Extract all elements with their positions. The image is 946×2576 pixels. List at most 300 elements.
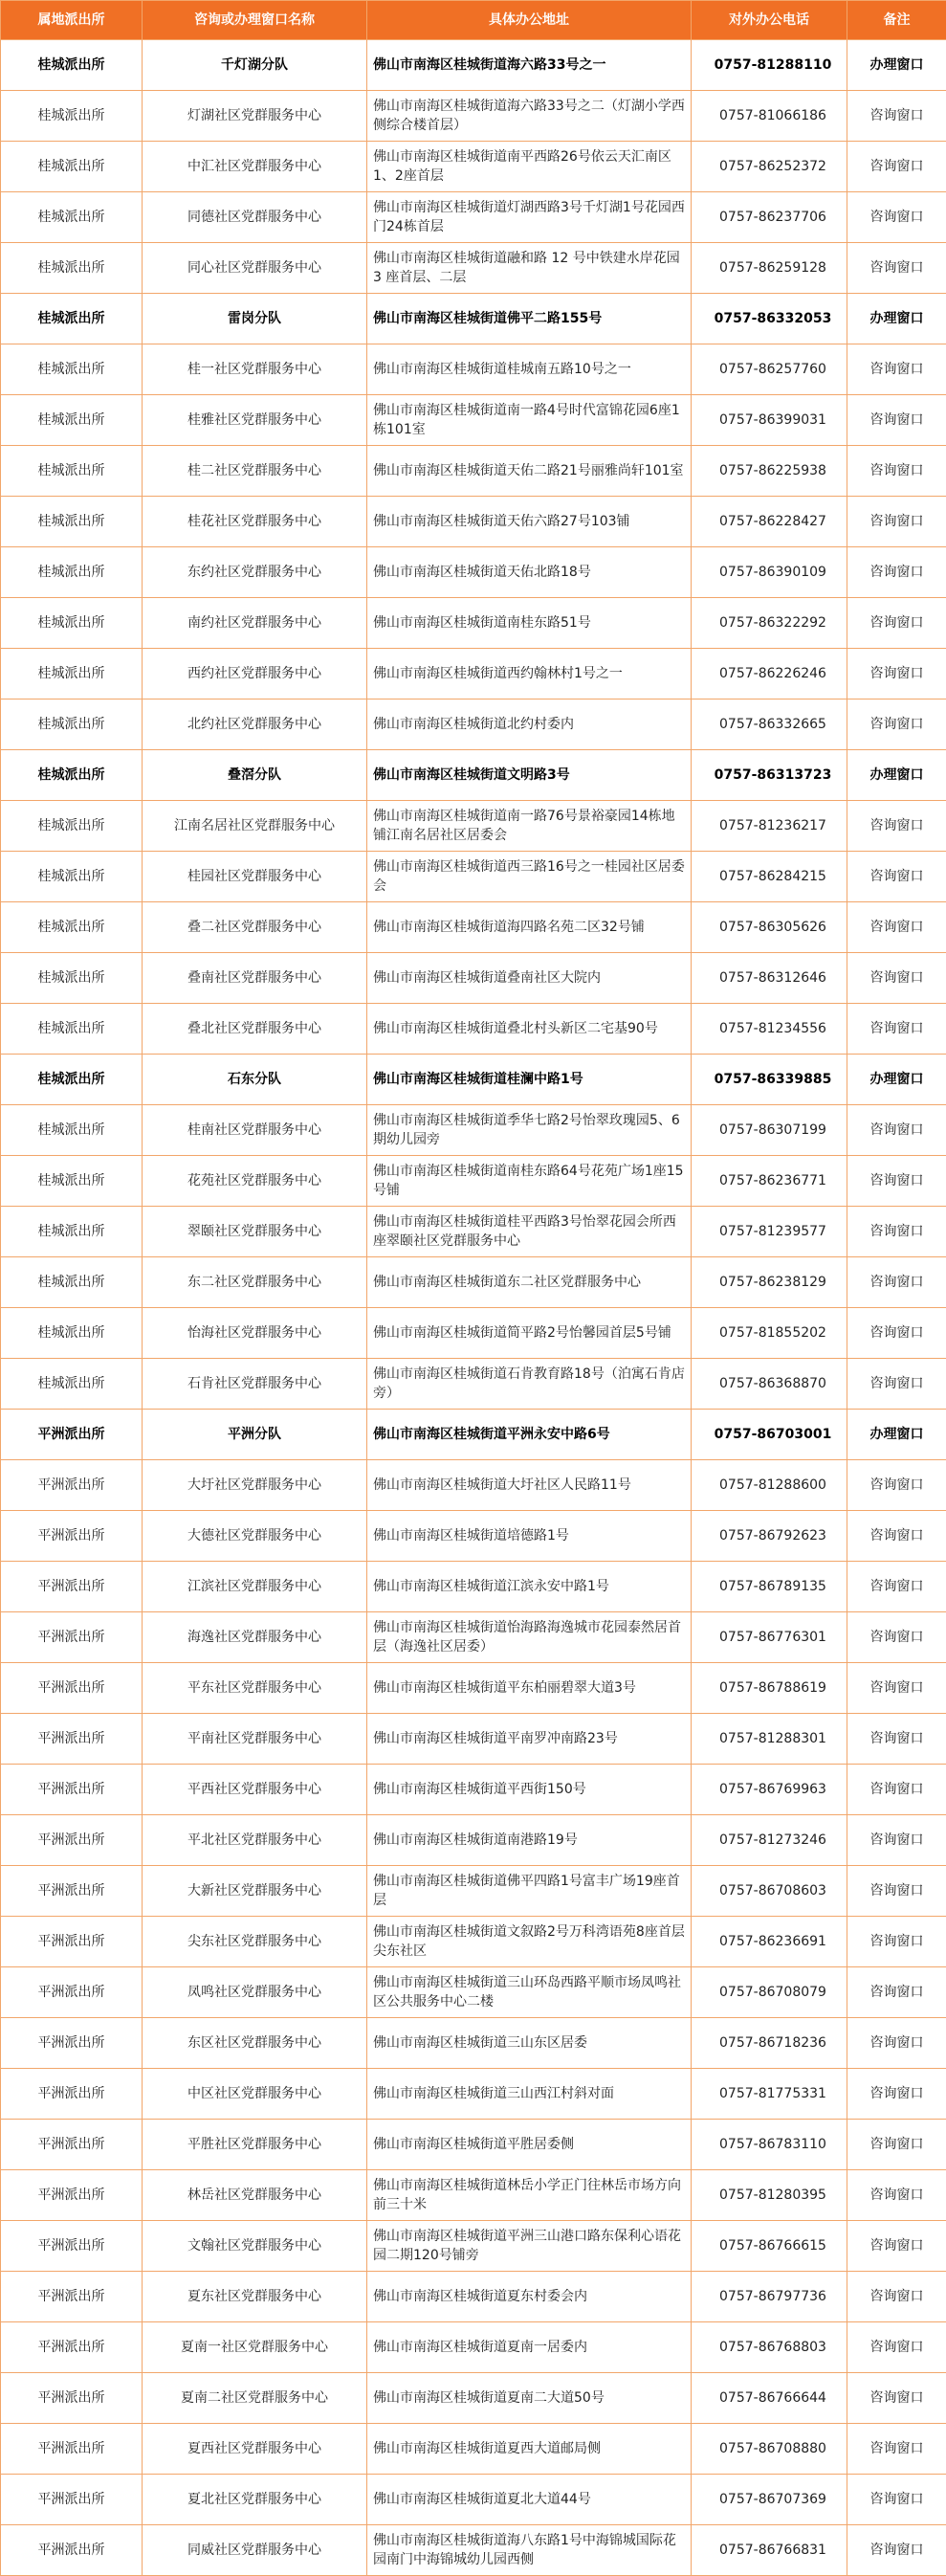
phone-cell: 0757-86238129 — [692, 1257, 847, 1308]
address-cell: 佛山市南海区桂城街道天佑六路27号103铺 — [367, 497, 692, 547]
remark-cell: 咨询窗口 — [847, 243, 946, 294]
window-name-cell: 叠北社区党群服务中心 — [143, 1004, 367, 1055]
address-cell: 佛山市南海区桂城街道夏南二大道50号 — [367, 2373, 692, 2424]
phone-cell: 0757-86703001 — [692, 1410, 847, 1460]
remark-cell: 咨询窗口 — [847, 2018, 946, 2069]
address-cell: 佛山市南海区桂城街道夏东村委会内 — [367, 2272, 692, 2322]
phone-cell: 0757-86797736 — [692, 2272, 847, 2322]
address-cell: 佛山市南海区桂城街道平洲永安中路6号 — [367, 1410, 692, 1460]
window-name-cell: 桂南社区党群服务中心 — [143, 1105, 367, 1156]
police-station-cell: 桂城派出所 — [1, 91, 143, 142]
phone-cell: 0757-86332053 — [692, 294, 847, 344]
table-row — [1, 497, 946, 547]
window-name-cell: 叠滘分队 — [143, 750, 367, 801]
header-address: 具体办公地址 — [367, 1, 692, 40]
address-cell: 佛山市南海区桂城街道夏北大道44号 — [367, 2475, 692, 2525]
phone-cell: 0757-86284215 — [692, 852, 847, 902]
address-cell: 佛山市南海区桂城街道海八东路1号中海锦城国际花园南门中海锦城幼儿园西侧 — [367, 2525, 692, 2576]
phone-cell: 0757-81234556 — [692, 1004, 847, 1055]
police-station-cell: 桂城派出所 — [1, 1055, 143, 1105]
table-row — [1, 1004, 946, 1055]
window-name-cell: 东约社区党群服务中心 — [143, 547, 367, 598]
window-name-cell: 东区社区党群服务中心 — [143, 2018, 367, 2069]
table-row — [1, 1663, 946, 1714]
window-name-cell: 灯湖社区党群服务中心 — [143, 91, 367, 142]
remark-cell: 办理窗口 — [847, 1410, 946, 1460]
table-row — [1, 294, 946, 344]
address-cell: 佛山市南海区桂城街道大圩社区人民路11号 — [367, 1460, 692, 1511]
address-cell: 佛山市南海区桂城街道西约翰林村1号之一 — [367, 649, 692, 700]
table-row — [1, 801, 946, 852]
table-row — [1, 1207, 946, 1257]
phone-cell: 0757-86783110 — [692, 2120, 847, 2170]
phone-cell: 0757-86332665 — [692, 700, 847, 750]
phone-cell: 0757-86708079 — [692, 1967, 847, 2018]
table-row — [1, 2018, 946, 2069]
address-cell: 佛山市南海区桂城街道林岳小学正门往林岳市场方向前三十米 — [367, 2170, 692, 2221]
window-name-cell: 夏西社区党群服务中心 — [143, 2424, 367, 2475]
remark-cell: 咨询窗口 — [847, 2120, 946, 2170]
address-cell: 佛山市南海区桂城街道平洲三山港口路东保利心语花园二期120号铺旁 — [367, 2221, 692, 2272]
address-cell: 佛山市南海区桂城街道夏南一居委内 — [367, 2322, 692, 2373]
address-cell: 佛山市南海区桂城街道海六路33号之二（灯湖小学西侧综合楼首层） — [367, 91, 692, 142]
table-row — [1, 1612, 946, 1663]
window-name-cell: 叠南社区党群服务中心 — [143, 953, 367, 1004]
police-station-cell: 平洲派出所 — [1, 1460, 143, 1511]
remark-cell: 咨询窗口 — [847, 801, 946, 852]
table-header-row — [1, 1, 946, 40]
address-cell: 佛山市南海区桂城街道石肯教育路18号（泊寓石肯店旁） — [367, 1359, 692, 1410]
table-row — [1, 2170, 946, 2221]
police-station-cell: 桂城派出所 — [1, 1359, 143, 1410]
phone-cell: 0757-86322292 — [692, 598, 847, 649]
address-cell: 佛山市南海区桂城街道东二社区党群服务中心 — [367, 1257, 692, 1308]
remark-cell: 咨询窗口 — [847, 91, 946, 142]
remark-cell: 咨询窗口 — [847, 1257, 946, 1308]
table-row — [1, 2322, 946, 2373]
remark-cell: 咨询窗口 — [847, 1105, 946, 1156]
phone-cell: 0757-86225938 — [692, 446, 847, 497]
address-cell: 佛山市南海区桂城街道培德路1号 — [367, 1511, 692, 1562]
phone-cell: 0757-81236217 — [692, 801, 847, 852]
table-row — [1, 1055, 946, 1105]
window-name-cell: 江滨社区党群服务中心 — [143, 1562, 367, 1612]
window-name-cell: 平南社区党群服务中心 — [143, 1714, 367, 1765]
police-station-cell: 平洲派出所 — [1, 2373, 143, 2424]
address-cell: 佛山市南海区桂城街道三山西江村斜对面 — [367, 2069, 692, 2120]
address-cell: 佛山市南海区桂城街道灯湖西路3号千灯湖1号花园西门24栋首层 — [367, 192, 692, 243]
table-row — [1, 91, 946, 142]
address-cell: 佛山市南海区桂城街道融和路 12 号中铁建水岸花园 3 座首层、二层 — [367, 243, 692, 294]
remark-cell: 办理窗口 — [847, 1055, 946, 1105]
window-name-cell: 同威社区党群服务中心 — [143, 2525, 367, 2576]
table-row — [1, 1917, 946, 1967]
window-name-cell: 夏东社区党群服务中心 — [143, 2272, 367, 2322]
window-name-cell: 花苑社区党群服务中心 — [143, 1156, 367, 1207]
window-name-cell: 中区社区党群服务中心 — [143, 2069, 367, 2120]
police-station-cell: 平洲派出所 — [1, 2475, 143, 2525]
window-name-cell: 平洲分队 — [143, 1410, 367, 1460]
police-station-cell: 桂城派出所 — [1, 953, 143, 1004]
police-station-cell: 平洲派出所 — [1, 2120, 143, 2170]
window-name-cell: 中汇社区党群服务中心 — [143, 142, 367, 192]
address-cell: 佛山市南海区桂城街道南港路19号 — [367, 1815, 692, 1866]
remark-cell: 咨询窗口 — [847, 1663, 946, 1714]
remark-cell: 咨询窗口 — [847, 2069, 946, 2120]
phone-cell: 0757-86313723 — [692, 750, 847, 801]
address-cell: 佛山市南海区桂城街道平南罗冲南路23号 — [367, 1714, 692, 1765]
phone-cell: 0757-86312646 — [692, 953, 847, 1004]
address-cell: 佛山市南海区桂城街道文叙路2号万科湾语苑8座首层尖东社区 — [367, 1917, 692, 1967]
remark-cell: 咨询窗口 — [847, 700, 946, 750]
phone-cell: 0757-86776301 — [692, 1612, 847, 1663]
address-cell: 佛山市南海区桂城街道南桂东路64号花苑广场1座15号铺 — [367, 1156, 692, 1207]
phone-cell: 0757-86792623 — [692, 1511, 847, 1562]
window-name-cell: 同德社区党群服务中心 — [143, 192, 367, 243]
phone-cell: 0757-86252372 — [692, 142, 847, 192]
address-cell: 佛山市南海区桂城街道佛平二路155号 — [367, 294, 692, 344]
police-station-cell: 平洲派出所 — [1, 2322, 143, 2373]
phone-cell: 0757-86237706 — [692, 192, 847, 243]
window-name-cell: 大新社区党群服务中心 — [143, 1866, 367, 1917]
police-station-cell: 桂城派出所 — [1, 649, 143, 700]
address-cell: 佛山市南海区桂城街道西三路16号之一桂园社区居委会 — [367, 852, 692, 902]
window-name-cell: 石肯社区党群服务中心 — [143, 1359, 367, 1410]
window-name-cell: 夏南二社区党群服务中心 — [143, 2373, 367, 2424]
address-cell: 佛山市南海区桂城街道季华七路2号怡翠玫瑰园5、6期幼儿园旁 — [367, 1105, 692, 1156]
window-name-cell: 桂一社区党群服务中心 — [143, 344, 367, 395]
address-cell: 佛山市南海区桂城街道海四路名苑二区32号铺 — [367, 902, 692, 953]
remark-cell: 咨询窗口 — [847, 1866, 946, 1917]
window-name-cell: 翠颐社区党群服务中心 — [143, 1207, 367, 1257]
phone-cell: 0757-86307199 — [692, 1105, 847, 1156]
police-station-cell: 平洲派出所 — [1, 2170, 143, 2221]
police-station-cell: 桂城派出所 — [1, 750, 143, 801]
address-cell: 佛山市南海区桂城街道文明路3号 — [367, 750, 692, 801]
address-cell: 佛山市南海区桂城街道天佑北路18号 — [367, 547, 692, 598]
table-row — [1, 1156, 946, 1207]
table-row — [1, 1460, 946, 1511]
remark-cell: 咨询窗口 — [847, 2475, 946, 2525]
phone-cell: 0757-81855202 — [692, 1308, 847, 1359]
window-name-cell: 尖东社区党群服务中心 — [143, 1917, 367, 1967]
phone-cell: 0757-86236691 — [692, 1917, 847, 1967]
window-name-cell: 平胜社区党群服务中心 — [143, 2120, 367, 2170]
phone-cell: 0757-81288600 — [692, 1460, 847, 1511]
table-row — [1, 1714, 946, 1765]
police-station-cell: 平洲派出所 — [1, 1866, 143, 1917]
address-cell: 佛山市南海区桂城街道简平路2号怡馨园首层5号铺 — [367, 1308, 692, 1359]
table-row — [1, 598, 946, 649]
remark-cell: 咨询窗口 — [847, 547, 946, 598]
police-station-cell: 桂城派出所 — [1, 852, 143, 902]
header-window-name: 咨询或办理窗口名称 — [143, 1, 367, 40]
remark-cell: 办理窗口 — [847, 750, 946, 801]
police-station-cell: 桂城派出所 — [1, 142, 143, 192]
remark-cell: 咨询窗口 — [847, 192, 946, 243]
police-station-cell: 平洲派出所 — [1, 1663, 143, 1714]
police-station-cell: 桂城派出所 — [1, 192, 143, 243]
remark-cell: 咨询窗口 — [847, 1967, 946, 2018]
window-name-cell: 雷岗分队 — [143, 294, 367, 344]
remark-cell: 咨询窗口 — [847, 2322, 946, 2373]
remark-cell: 咨询窗口 — [847, 497, 946, 547]
police-station-cell: 平洲派出所 — [1, 2018, 143, 2069]
police-station-cell: 桂城派出所 — [1, 40, 143, 91]
table-row — [1, 2221, 946, 2272]
table-row — [1, 1765, 946, 1815]
address-cell: 佛山市南海区桂城街道南平西路26号依云天汇南区1、2座首层 — [367, 142, 692, 192]
phone-cell: 0757-81288110 — [692, 40, 847, 91]
address-cell: 佛山市南海区桂城街道叠北村头新区二宅基90号 — [367, 1004, 692, 1055]
window-name-cell: 千灯湖分队 — [143, 40, 367, 91]
remark-cell: 咨询窗口 — [847, 142, 946, 192]
phone-cell: 0757-86769963 — [692, 1765, 847, 1815]
table-row — [1, 142, 946, 192]
remark-cell: 咨询窗口 — [847, 1460, 946, 1511]
window-name-cell: 平北社区党群服务中心 — [143, 1815, 367, 1866]
address-cell: 佛山市南海区桂城街道夏西大道邮局侧 — [367, 2424, 692, 2475]
remark-cell: 咨询窗口 — [847, 1714, 946, 1765]
police-station-cell: 平洲派出所 — [1, 1815, 143, 1866]
phone-cell: 0757-86788619 — [692, 1663, 847, 1714]
police-station-cell: 桂城派出所 — [1, 700, 143, 750]
police-station-cell: 桂城派出所 — [1, 243, 143, 294]
table-row — [1, 446, 946, 497]
window-name-cell: 桂园社区党群服务中心 — [143, 852, 367, 902]
remark-cell: 咨询窗口 — [847, 1308, 946, 1359]
phone-cell: 0757-86708880 — [692, 2424, 847, 2475]
police-station-cell: 平洲派出所 — [1, 1612, 143, 1663]
address-cell: 佛山市南海区桂城街道桂平西路3号怡翠花园会所西座翠颐社区党群服务中心 — [367, 1207, 692, 1257]
table-row — [1, 1562, 946, 1612]
phone-cell: 0757-86768803 — [692, 2322, 847, 2373]
table-row — [1, 2424, 946, 2475]
window-name-cell: 桂二社区党群服务中心 — [143, 446, 367, 497]
table-row — [1, 1815, 946, 1866]
phone-cell: 0757-86226246 — [692, 649, 847, 700]
address-cell: 佛山市南海区桂城街道佛平四路1号富丰广场19座首层 — [367, 1866, 692, 1917]
police-station-cell: 桂城派出所 — [1, 395, 143, 446]
table-body — [1, 40, 946, 2576]
police-station-cell: 桂城派出所 — [1, 902, 143, 953]
header-phone: 对外办公电话 — [692, 1, 847, 40]
address-cell: 佛山市南海区桂城街道桂城南五路10号之一 — [367, 344, 692, 395]
phone-cell: 0757-81280395 — [692, 2170, 847, 2221]
remark-cell: 咨询窗口 — [847, 2170, 946, 2221]
police-station-cell: 桂城派出所 — [1, 497, 143, 547]
remark-cell: 咨询窗口 — [847, 1511, 946, 1562]
remark-cell: 咨询窗口 — [847, 1612, 946, 1663]
remark-cell: 咨询窗口 — [847, 2272, 946, 2322]
remark-cell: 咨询窗口 — [847, 953, 946, 1004]
phone-cell: 0757-86718236 — [692, 2018, 847, 2069]
remark-cell: 咨询窗口 — [847, 1156, 946, 1207]
address-cell: 佛山市南海区桂城街道怡海路海逸城市花园泰然居首层（海逸社区居委） — [367, 1612, 692, 1663]
phone-cell: 0757-81239577 — [692, 1207, 847, 1257]
phone-cell: 0757-86339885 — [692, 1055, 847, 1105]
address-cell: 佛山市南海区桂城街道桂澜中路1号 — [367, 1055, 692, 1105]
police-station-cell: 平洲派出所 — [1, 1511, 143, 1562]
phone-cell: 0757-86257760 — [692, 344, 847, 395]
police-station-cell: 桂城派出所 — [1, 1257, 143, 1308]
phone-cell: 0757-81775331 — [692, 2069, 847, 2120]
address-cell: 佛山市南海区桂城街道江滨永安中路1号 — [367, 1562, 692, 1612]
window-name-cell: 大圩社区党群服务中心 — [143, 1460, 367, 1511]
address-cell: 佛山市南海区桂城街道南桂东路51号 — [367, 598, 692, 649]
table-row — [1, 344, 946, 395]
header-remark: 备注 — [847, 1, 946, 40]
phone-cell: 0757-86399031 — [692, 395, 847, 446]
window-name-cell: 桂雅社区党群服务中心 — [143, 395, 367, 446]
police-station-cell: 桂城派出所 — [1, 1105, 143, 1156]
remark-cell: 咨询窗口 — [847, 1815, 946, 1866]
table-row — [1, 243, 946, 294]
window-name-cell: 叠二社区党群服务中心 — [143, 902, 367, 953]
window-name-cell: 夏南一社区党群服务中心 — [143, 2322, 367, 2373]
table-row — [1, 902, 946, 953]
remark-cell: 咨询窗口 — [847, 446, 946, 497]
police-station-cell: 平洲派出所 — [1, 2069, 143, 2120]
phone-cell: 0757-81288301 — [692, 1714, 847, 1765]
table-row — [1, 1359, 946, 1410]
phone-cell: 0757-86789135 — [692, 1562, 847, 1612]
header-police-station: 属地派出所 — [1, 1, 143, 40]
window-name-cell: 南约社区党群服务中心 — [143, 598, 367, 649]
police-station-cell: 桂城派出所 — [1, 294, 143, 344]
address-cell: 佛山市南海区桂城街道海六路33号之一 — [367, 40, 692, 91]
remark-cell: 咨询窗口 — [847, 1207, 946, 1257]
phone-cell: 0757-81273246 — [692, 1815, 847, 1866]
police-station-cell: 平洲派出所 — [1, 1410, 143, 1460]
phone-cell: 0757-86766644 — [692, 2373, 847, 2424]
table-row — [1, 40, 946, 91]
address-cell: 佛山市南海区桂城街道南一路4号时代富锦花园6座1栋101室 — [367, 395, 692, 446]
phone-cell: 0757-86368870 — [692, 1359, 847, 1410]
window-name-cell: 西约社区党群服务中心 — [143, 649, 367, 700]
remark-cell: 咨询窗口 — [847, 902, 946, 953]
address-cell: 佛山市南海区桂城街道南一路76号景裕豪园14栋地铺江南名居社区居委会 — [367, 801, 692, 852]
window-name-cell: 北约社区党群服务中心 — [143, 700, 367, 750]
table-row — [1, 1866, 946, 1917]
remark-cell: 咨询窗口 — [847, 344, 946, 395]
table-row — [1, 2069, 946, 2120]
table-row — [1, 1257, 946, 1308]
police-station-cell: 平洲派出所 — [1, 1562, 143, 1612]
address-cell: 佛山市南海区桂城街道天佑二路21号丽雅尚轩101室 — [367, 446, 692, 497]
remark-cell: 咨询窗口 — [847, 2373, 946, 2424]
address-cell: 佛山市南海区桂城街道叠南社区大院内 — [367, 953, 692, 1004]
remark-cell: 办理窗口 — [847, 294, 946, 344]
table-row — [1, 1410, 946, 1460]
window-name-cell: 夏北社区党群服务中心 — [143, 2475, 367, 2525]
window-name-cell: 林岳社区党群服务中心 — [143, 2170, 367, 2221]
table-row — [1, 192, 946, 243]
police-station-cell: 桂城派出所 — [1, 344, 143, 395]
table-row — [1, 2120, 946, 2170]
window-name-cell: 文翰社区党群服务中心 — [143, 2221, 367, 2272]
police-station-cell: 桂城派出所 — [1, 1156, 143, 1207]
police-station-cell: 平洲派出所 — [1, 1967, 143, 2018]
police-station-cell: 桂城派出所 — [1, 1004, 143, 1055]
window-name-cell: 海逸社区党群服务中心 — [143, 1612, 367, 1663]
police-station-cell: 桂城派出所 — [1, 1207, 143, 1257]
address-cell: 佛山市南海区桂城街道平西街150号 — [367, 1765, 692, 1815]
remark-cell: 咨询窗口 — [847, 1917, 946, 1967]
table-row — [1, 1967, 946, 2018]
window-name-cell: 桂花社区党群服务中心 — [143, 497, 367, 547]
phone-cell: 0757-81066186 — [692, 91, 847, 142]
police-station-cell: 平洲派出所 — [1, 1714, 143, 1765]
table-row — [1, 1511, 946, 1562]
phone-cell: 0757-86766831 — [692, 2525, 847, 2576]
police-station-cell: 平洲派出所 — [1, 2525, 143, 2576]
police-station-cell: 桂城派出所 — [1, 547, 143, 598]
table-row — [1, 953, 946, 1004]
remark-cell: 咨询窗口 — [847, 649, 946, 700]
address-cell: 佛山市南海区桂城街道平东柏丽碧翠大道3号 — [367, 1663, 692, 1714]
table-row — [1, 2272, 946, 2322]
phone-cell: 0757-86766615 — [692, 2221, 847, 2272]
address-cell: 佛山市南海区桂城街道北约村委内 — [367, 700, 692, 750]
table-row — [1, 1308, 946, 1359]
window-name-cell: 东二社区党群服务中心 — [143, 1257, 367, 1308]
police-station-cell: 平洲派出所 — [1, 1765, 143, 1815]
remark-cell: 咨询窗口 — [847, 598, 946, 649]
window-name-cell: 怡海社区党群服务中心 — [143, 1308, 367, 1359]
phone-cell: 0757-86259128 — [692, 243, 847, 294]
remark-cell: 咨询窗口 — [847, 1562, 946, 1612]
remark-cell: 咨询窗口 — [847, 2424, 946, 2475]
remark-cell: 咨询窗口 — [847, 395, 946, 446]
remark-cell: 办理窗口 — [847, 40, 946, 91]
remark-cell: 咨询窗口 — [847, 1004, 946, 1055]
address-cell: 佛山市南海区桂城街道平胜居委侧 — [367, 2120, 692, 2170]
police-station-cell: 桂城派出所 — [1, 598, 143, 649]
table-row — [1, 700, 946, 750]
table-row — [1, 547, 946, 598]
remark-cell: 咨询窗口 — [847, 2525, 946, 2576]
table-row — [1, 649, 946, 700]
table-row — [1, 1105, 946, 1156]
phone-cell: 0757-86236771 — [692, 1156, 847, 1207]
remark-cell: 咨询窗口 — [847, 1765, 946, 1815]
table-row — [1, 2475, 946, 2525]
phone-cell: 0757-86228427 — [692, 497, 847, 547]
phone-cell: 0757-86390109 — [692, 547, 847, 598]
police-station-cell: 平洲派出所 — [1, 2424, 143, 2475]
remark-cell: 咨询窗口 — [847, 852, 946, 902]
police-station-cell: 桂城派出所 — [1, 801, 143, 852]
table-row — [1, 852, 946, 902]
window-name-cell: 江南名居社区党群服务中心 — [143, 801, 367, 852]
window-name-cell: 大德社区党群服务中心 — [143, 1511, 367, 1562]
address-cell: 佛山市南海区桂城街道三山东区居委 — [367, 2018, 692, 2069]
table-row — [1, 750, 946, 801]
phone-cell: 0757-86305626 — [692, 902, 847, 953]
window-name-cell: 平西社区党群服务中心 — [143, 1765, 367, 1815]
police-station-cell: 平洲派出所 — [1, 2272, 143, 2322]
police-station-cell: 平洲派出所 — [1, 1917, 143, 1967]
phone-cell: 0757-86707369 — [692, 2475, 847, 2525]
window-name-cell: 石东分队 — [143, 1055, 367, 1105]
remark-cell: 咨询窗口 — [847, 1359, 946, 1410]
phone-cell: 0757-86708603 — [692, 1866, 847, 1917]
police-station-cell: 桂城派出所 — [1, 446, 143, 497]
table-row — [1, 2525, 946, 2576]
address-cell: 佛山市南海区桂城街道三山环岛西路平顺市场凤鸣社区公共服务中心二楼 — [367, 1967, 692, 2018]
window-name-cell: 同心社区党群服务中心 — [143, 243, 367, 294]
